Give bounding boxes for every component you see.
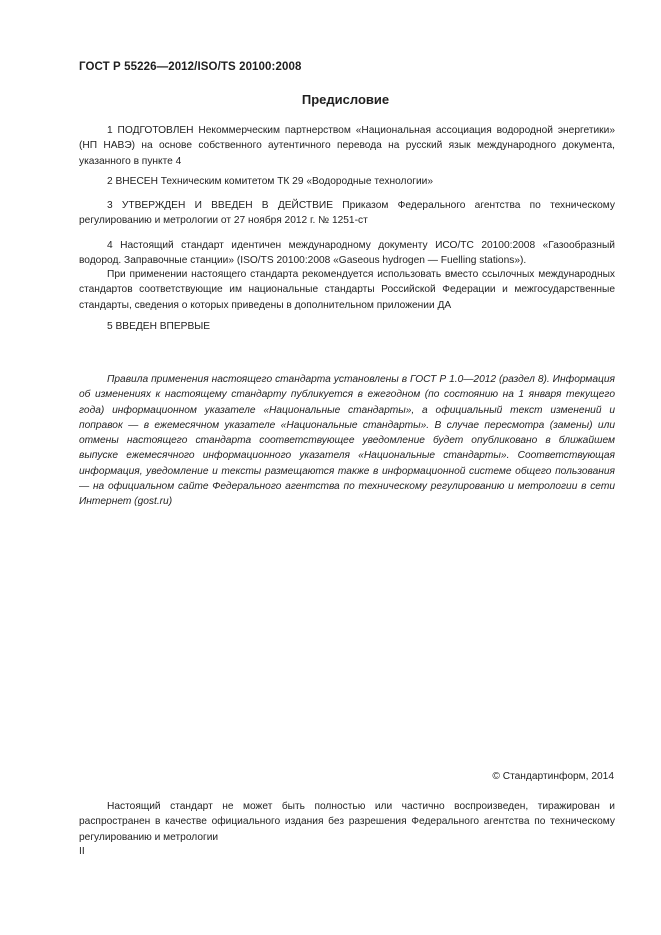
preface-item-5: [79, 319, 615, 334]
preface-item-4-note-text: При применении настоящего стандарта рекомендуется использовать вместо ссылочных международных стандартов соответствующие им национальные стандарты Российской Федерации и межгосударственные стандарты, сведения о которых приведены в дополнительном приложении ДА: [79, 269, 615, 311]
copyright: © Стандартинформ, 2014: [492, 771, 614, 782]
page-title: Предисловие: [301, 92, 390, 107]
page-number: II: [79, 846, 85, 857]
application-rules-notice-text: Правила применения настоящего стандарта установлены в ГОСТ Р 1.0—2012 (раздел 8). Информация об изменениях к настоящему стандарту публикуется в ежегодном (по состоянию на 1 января текущего года) информационном указателе «Национальные стандарты», а официальный текст изменений и поправок — в ежемесячном указателе «Национальные стандарты». В случае пересмотра (замены) или отмены настоящего стандарта соответствующее уведомление будет опубликовано в ближайшем выпуске ежемесячного информационного указателя «Национальные стандарты». Соответствующая информация, уведомление и тексты размещаются также в информационной системе общего пользования — на официальном сайте Федерального агентства по техническому регулированию и метрологии в сети Интернет (gost.ru): [79, 374, 615, 508]
preface-item-4-note: [79, 267, 615, 313]
preface-item-3-text: 3 УТВЕРЖДЕН И ВВЕДЕН В ДЕЙСТВИЕ Приказом Федерального агентства по техническому регулированию и метрологии от 27 ноября 2012 г. № 1251-ст: [79, 200, 615, 227]
preface-item-2-text: 2 ВНЕСЕН Техническим комитетом ТК 29 «Водородные технологии»: [107, 176, 433, 187]
preface-item-3: [79, 198, 615, 229]
preface-item-1: [79, 123, 615, 169]
document-header: ГОСТ Р 55226—2012/ISO/TS 20100:2008: [79, 61, 302, 73]
preface-item-4: [79, 238, 615, 269]
reproduction-notice-text: Настоящий стандарт не может быть полностью или частично воспроизведен, тиражирован и распространен в качестве официального издания без разрешения Федерального агентства по техническому регулированию и метрологии: [79, 801, 615, 843]
reproduction-notice: [79, 799, 615, 845]
preface-item-2: [79, 174, 615, 189]
preface-item-4-text: 4 Настоящий стандарт идентичен международному документу ИСО/ТС 20100:2008 «Газообразный водород. Заправочные станции» (ISO/TS 20100:2008 «Gaseous hydrogen — Fuelling stations»).: [79, 240, 615, 267]
preface-item-5-text: 5 ВВЕДЕН ВПЕРВЫЕ: [107, 321, 211, 332]
preface-item-1-text: 1 ПОДГОТОВЛЕН Некоммерческим партнерством «Национальная ассоциация водородной энергетики» (НП НАВЭ) на основе собственного аутентичного перевода на русский язык международного документа, указанного в пункте 4: [79, 125, 615, 167]
application-rules-notice: [79, 372, 615, 510]
